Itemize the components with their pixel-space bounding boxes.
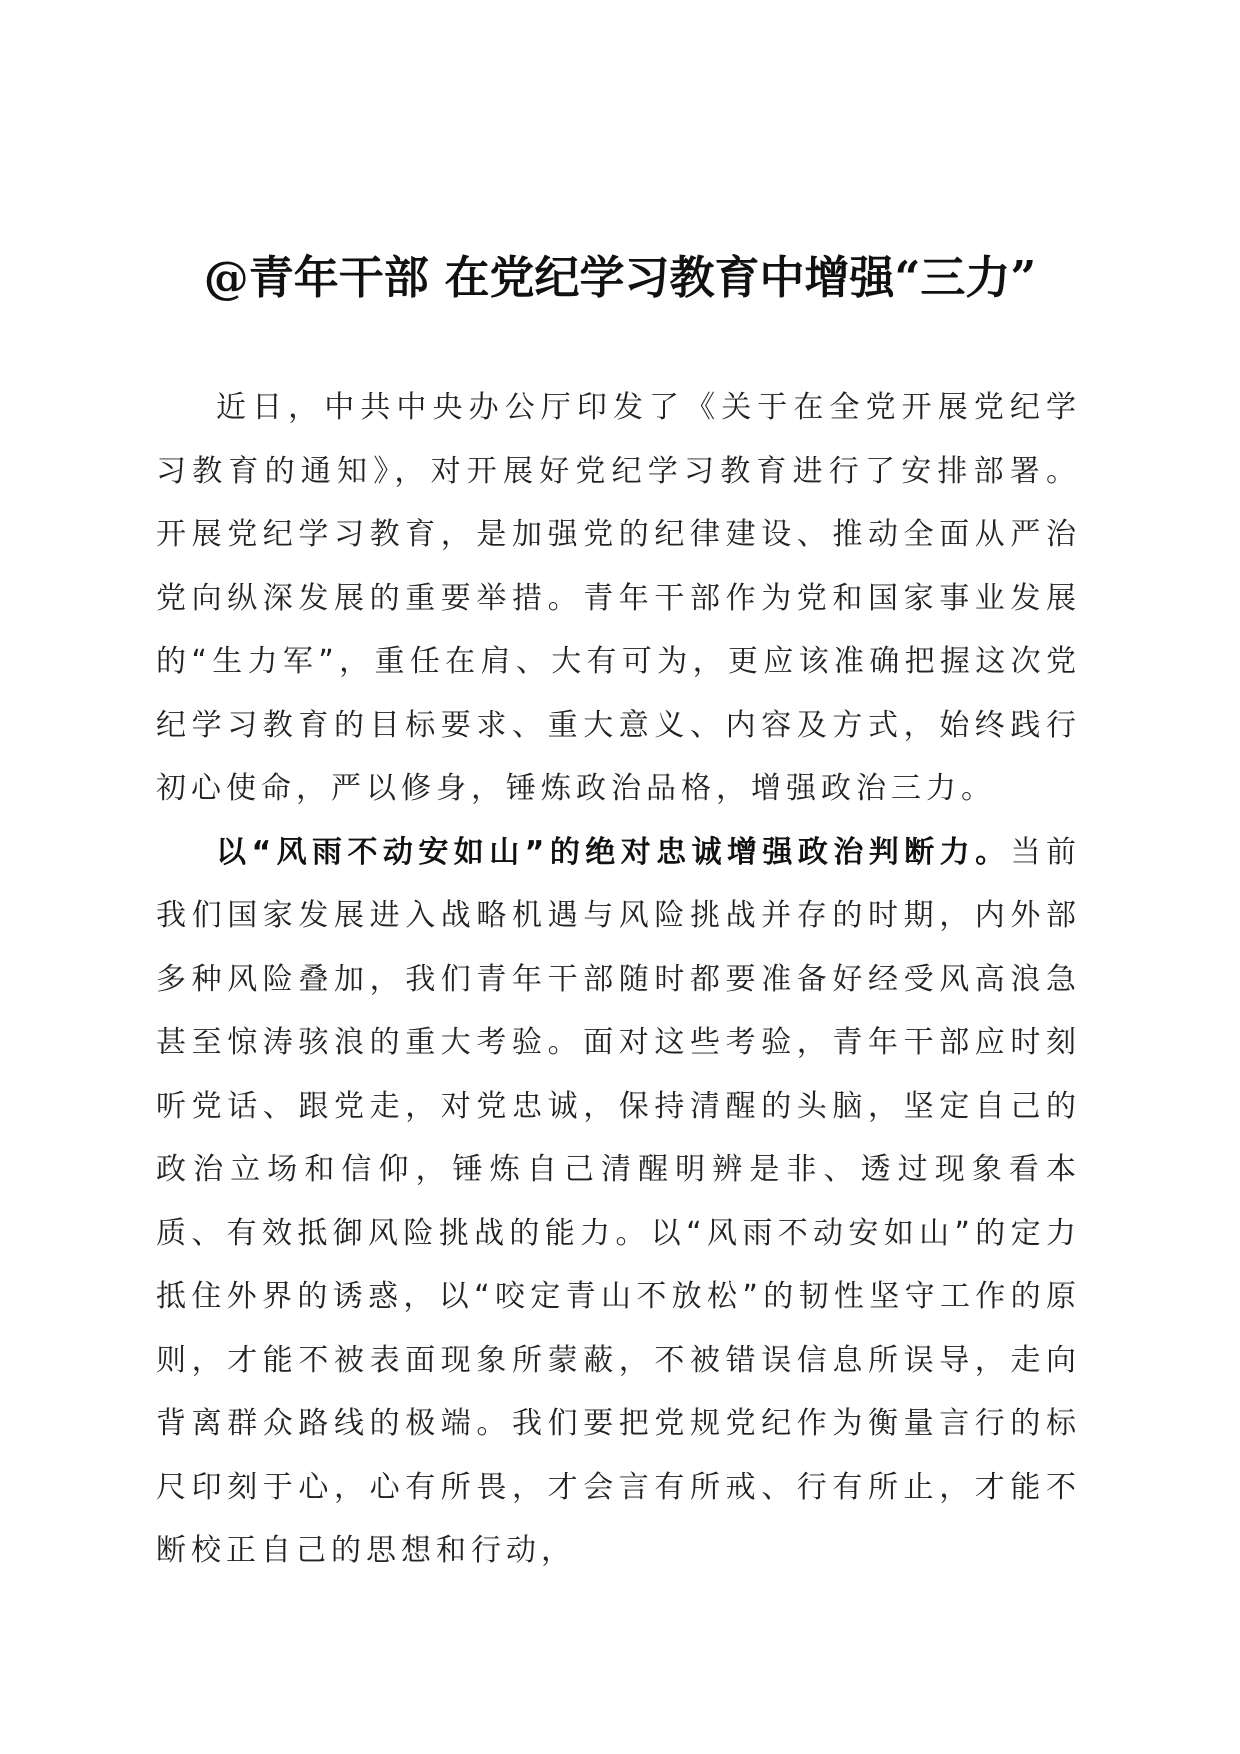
paragraph-political-judgment	[156, 821, 1081, 1583]
paragraph-political-judgment-text: 当前我们国家发展进入战略机遇与风险挑战并存的时期，内外部多种风险叠加，我们青年干部随时都要准备好经受风高浪急甚至惊涛骇浪的重大考验。面对这些考验，青年干部应时刻听党话、跟党走，对党忠诚，保持清醒的头脑，坚定自己的政治立场和信仰，锤炼自己清醒明辨是非、透过现象看本质、有效抵御风险挑战的能力。以“风雨不动安如山”的定力抵住外界的诱惑，以“咬定青山不放松”的韧性坚守工作的原则，才能不被表面现象所蒙蔽，不被错误信息所误导，走向背离群众路线的极端。我们要把党规党纪作为衡量言行的标尺印刻于心，心有所畏，才会言有所戒、行有所止，才能不断校正自己的思想和行动，	[156, 834, 1082, 1568]
document-title: @青年干部 在党纪学习教育中增强“三力”	[203, 251, 1037, 304]
paragraph-intro	[156, 376, 1081, 821]
document-body	[156, 376, 1081, 1583]
paragraph-lead-heading: 以“风雨不动安如山”的绝对忠诚增强政治判断力。	[216, 834, 1011, 870]
paragraph-intro-text: 近日，中共中央办公厅印发了《关于在全党开展党纪学习教育的通知》，对开展好党纪学习教育进行了安排部署。开展党纪学习教育，是加强党的纪律建设、推动全面从严治党向纵深发展的重要举措。青年干部作为党和国家事业发展的“生力军”，重任在肩、大有可为，更应该准确把握这次党纪学习教育的目标要求、重大意义、内容及方式，始终践行初心使命，严以修身，锤炼政治品格，增强政治三力。	[156, 390, 1081, 806]
